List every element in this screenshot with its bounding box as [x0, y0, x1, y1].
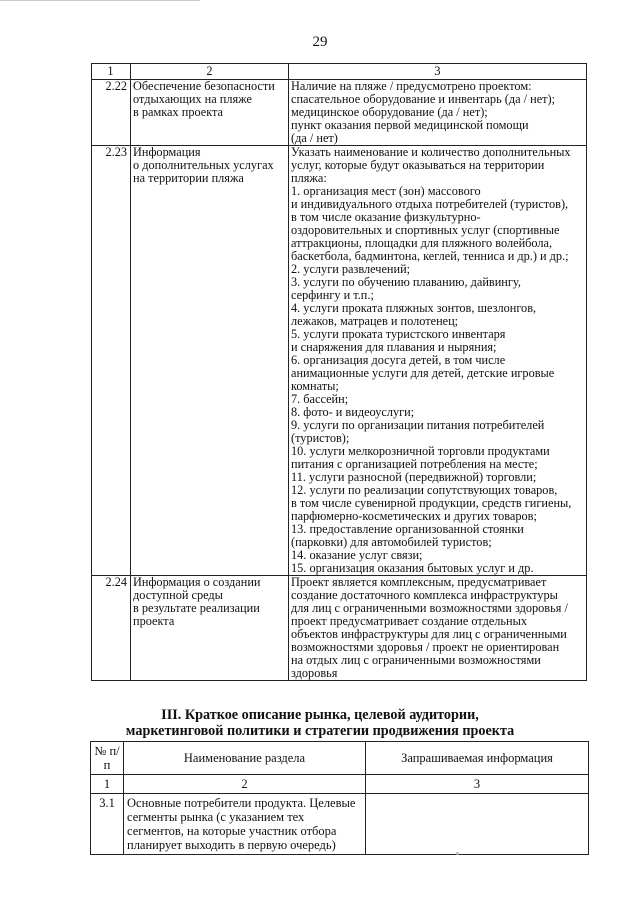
table-row [92, 576, 587, 681]
header-cell-name: Наименование раздела [124, 742, 366, 775]
row-info-line: и снаряжения для плавания и ныряния; [291, 340, 497, 354]
row-info-line: парфюмерно-косметических и других товаров; [291, 509, 537, 523]
row-name-line: в результате реализации [133, 601, 260, 615]
row-info-line: 9. услуги по организации питания потребителей [291, 418, 545, 432]
market-table [90, 741, 589, 855]
row-info-line: пункт оказания первой медицинской помощи [291, 118, 529, 132]
header-cell-2: 2 [131, 64, 289, 80]
row-info-line: услуг, которые будут оказываться на территории [291, 158, 545, 172]
row-info-line: 14. оказание услуг связи; [291, 548, 423, 562]
row-info-line: 7. бассейн; [291, 392, 349, 406]
row-name: Основные потребители продукта. Целевые сегменты рынка (с указанием тех сегментов, на которые участник отбора планирует выходить в первую очередь) [124, 794, 366, 855]
row-info-line: оздоровительных и спортивных услуг (спортивные [291, 223, 560, 237]
row-info [289, 576, 587, 681]
row-number: 2.24 [92, 576, 131, 681]
row-info-line: для лиц с ограниченными возможностями здоровья / [291, 601, 568, 615]
row-info-line: питания с организацией потребления на месте; [291, 457, 538, 471]
table-row [91, 794, 589, 855]
row-number: 3.1 [91, 794, 124, 855]
row-info-line: Указать наименование и количество дополнительных [291, 145, 571, 159]
row-info-line: объектов инфраструктуры для лиц с ограниченными [291, 627, 567, 641]
section-heading [0, 707, 640, 739]
header-cell-3: 3 [289, 64, 587, 80]
row-info-line: на отдых лиц с ограниченными возможностями [291, 653, 541, 667]
row-info-line: (туристов); [291, 431, 350, 445]
row-info-line: возможностями здоровья / проект не ориентирован [291, 640, 560, 654]
row-info-line: Проект является комплексным, предусматривает [291, 575, 547, 589]
row-info [289, 146, 587, 576]
column-number-1: 1 [91, 775, 124, 794]
column-number-2: 2 [124, 775, 366, 794]
row-info-line: баскетбола, бадминтона, кеглей, тенниса и др.) и др.; [291, 249, 569, 263]
row-info-line: 8. фото- и видеоуслуги; [291, 405, 415, 419]
row-info-line: 2. услуги развлечений; [291, 262, 411, 276]
row-info-line: лежаков, матрацев и полотенец; [291, 314, 459, 328]
services-table [91, 63, 587, 681]
row-info-line: 5. услуги проката туристского инвентаря [291, 327, 506, 341]
row-name [131, 146, 289, 576]
row-info-line: серфингу и т.п.; [291, 288, 374, 302]
row-number: 2.22 [92, 80, 131, 146]
row-info [289, 80, 587, 146]
column-number-3: 3 [366, 775, 589, 794]
row-info-line: 4. услуги проката пляжных зонтов, шезлонгов, [291, 301, 537, 315]
row-info-line: 6. организация досуга детей, в том числе [291, 353, 506, 367]
table-header-row [91, 742, 589, 775]
row-info [366, 794, 589, 855]
row-info-line: 1. организация мест (зон) массового [291, 184, 481, 198]
row-info-line: спасательное оборудование и инвентарь (да / нет); [291, 92, 556, 106]
table-row [92, 80, 587, 146]
row-info-line: 10. услуги мелкорозничной торговли продуктами [291, 444, 550, 458]
row-info-line: пляжа: [291, 171, 327, 185]
table-header-row [92, 64, 587, 80]
row-info-line: здоровья [291, 666, 338, 680]
row-info-line: проект предусматривает создание отдельных [291, 614, 528, 628]
row-name-line: доступной среды [133, 588, 223, 602]
header-cell-number: № п/п [91, 742, 124, 775]
section-heading-line: III. Краткое описание рынка, целевой аудитории, [161, 707, 479, 723]
top-rule [0, 0, 200, 1]
row-info-line: 3. услуги по обучению плаванию, дайвингу, [291, 275, 521, 289]
table-row [92, 146, 587, 576]
row-name-line: Обеспечение безопасности [133, 79, 275, 93]
row-name-line: на территории пляжа [133, 171, 244, 185]
row-name [131, 576, 289, 681]
row-info-line: 15. организация оказания бытовых услуг и др. [291, 561, 534, 575]
row-info-line: комнаты; [291, 379, 339, 393]
row-name-line: отдыхающих на пляже [133, 92, 252, 106]
scan-mark [456, 852, 459, 855]
row-info-line: аттракционы, площадки для пляжного волейбола, [291, 236, 553, 250]
row-info-line: в том числе оказание физкультурно- [291, 210, 481, 224]
row-info-line: (да / нет) [291, 131, 338, 145]
row-info-line: создание достаточного комплекса инфраструктуры [291, 588, 558, 602]
header-cell-1: 1 [92, 64, 131, 80]
header-cell-info: Запрашиваемая информация [366, 742, 589, 775]
table-numbers-row [91, 775, 589, 794]
row-name-line: Информация о создании [133, 575, 261, 589]
row-name-line: проекта [133, 614, 175, 628]
row-info-line: в том числе сувенирной продукции, средств гигиены, [291, 496, 572, 510]
row-info-line: 13. предоставление организованной стоянки [291, 522, 524, 536]
row-info-line: анимационные услуги для детей, детские игровые [291, 366, 555, 380]
row-info-line: Наличие на пляже / предусмотрено проектом: [291, 79, 532, 93]
row-info-line: 12. услуги по реализации сопутствующих товаров, [291, 483, 558, 497]
row-info-line: (парковки) для автомобилей туристов; [291, 535, 492, 549]
row-name-line: в рамках проекта [133, 105, 224, 119]
row-name [131, 80, 289, 146]
row-info-line: и индивидуального отдыха потребителей (туристов), [291, 197, 569, 211]
section-heading-line: маркетинговой политики и стратегии продвижения проекта [125, 723, 515, 739]
row-name-line: о дополнительных услугах [133, 158, 274, 172]
row-info-line: 11. услуги разносной (передвижной) торговли; [291, 470, 537, 484]
row-number: 2.23 [92, 146, 131, 576]
row-name-line: Информация [133, 145, 201, 159]
page-number: 29 [312, 34, 328, 50]
row-info-line: медицинское оборудование (да / нет); [291, 105, 488, 119]
